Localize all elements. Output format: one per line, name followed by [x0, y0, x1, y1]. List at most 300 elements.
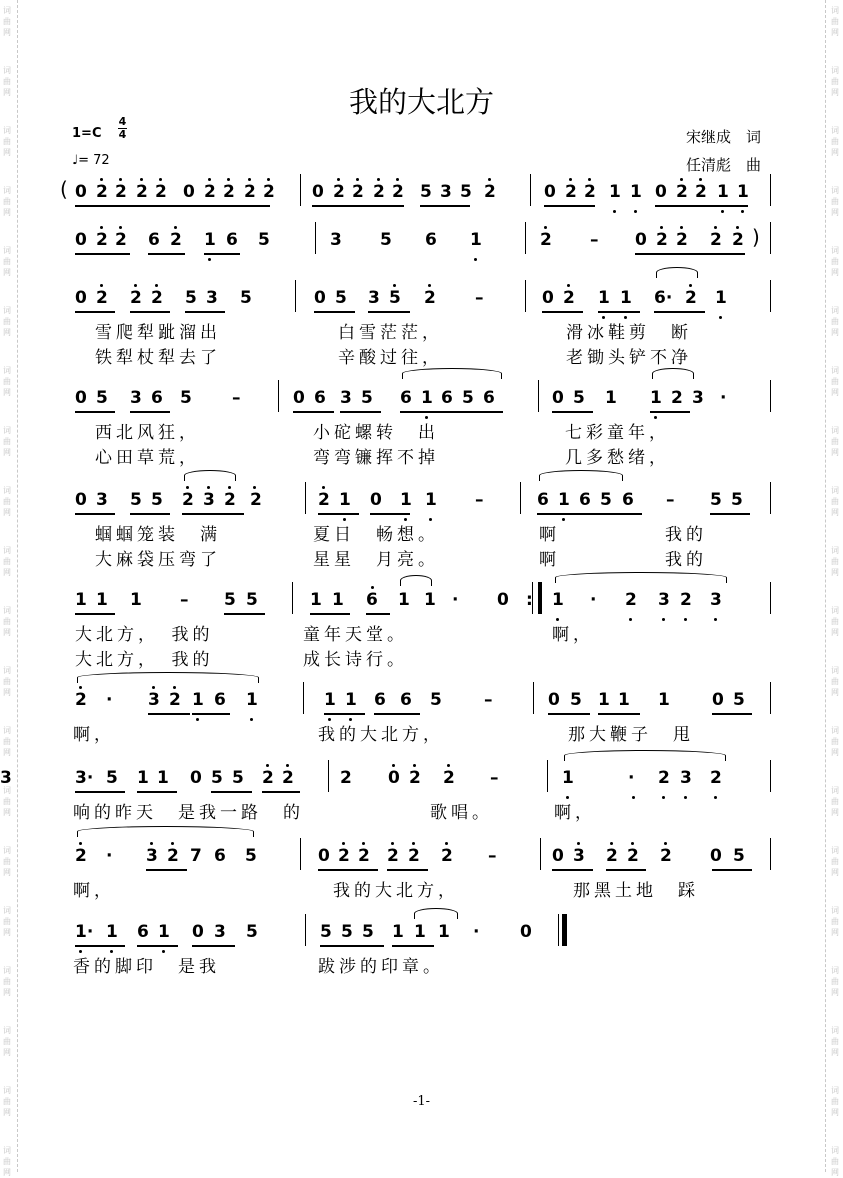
score-line [0, 488, 843, 570]
page-number: -1- [412, 1094, 431, 1109]
note: 5 [211, 768, 223, 788]
underline [192, 713, 230, 715]
note: 3 [148, 690, 160, 710]
octave-dot [79, 842, 82, 845]
octave-dot [662, 618, 665, 621]
watermark-glyph: 曲 [831, 797, 839, 806]
slur [656, 267, 698, 278]
bar-line [305, 914, 306, 946]
octave-dot [208, 178, 211, 181]
underline [318, 869, 378, 871]
octave-dot [721, 210, 724, 213]
note: 6 [366, 590, 378, 610]
watermark-glyph: 网 [3, 208, 11, 217]
repeat-bar [538, 582, 542, 614]
bar-line [770, 682, 771, 714]
note: 0 [388, 768, 400, 788]
note: 1 [398, 590, 410, 610]
underline [75, 613, 115, 615]
lyric-1: 雪爬犁跐溜出 [95, 323, 221, 343]
note: 1 [106, 922, 118, 942]
lyric-2: 几多愁绪， [565, 448, 670, 468]
bar-line [305, 482, 306, 514]
note: 1 [618, 690, 630, 710]
watermark-glyph: 曲 [3, 1157, 11, 1166]
octave-dot [562, 518, 565, 521]
underline [655, 205, 748, 207]
slur [400, 575, 432, 586]
note: – [590, 230, 599, 250]
note: 2 [710, 768, 722, 788]
note: – [484, 690, 493, 710]
octave-dot [152, 686, 155, 689]
watermark-glyph: 词 [3, 126, 11, 135]
watermark-glyph: 曲 [3, 437, 11, 446]
underline [146, 869, 187, 871]
note: 2 [333, 182, 345, 202]
note: 2 [155, 182, 167, 202]
note: 6· [654, 288, 673, 308]
lyric-2: 心田草荒， [95, 448, 200, 468]
note: 2 [96, 182, 108, 202]
note: 2 [484, 182, 496, 202]
underline [75, 945, 125, 947]
note: 1 [598, 288, 610, 308]
note: 6 [148, 230, 160, 250]
watermark-glyph: 网 [3, 748, 11, 757]
octave-dot [392, 764, 395, 767]
bar-line [770, 174, 771, 206]
note: – [475, 490, 484, 510]
octave-dot [629, 618, 632, 621]
note: · [720, 388, 727, 408]
note: 0 [314, 288, 326, 308]
tempo-marking: ♩= 72 [72, 153, 110, 168]
note: 1 [345, 690, 357, 710]
watermark-glyph: 曲 [3, 17, 11, 26]
note: 5 [341, 922, 353, 942]
note: 2 [441, 846, 453, 866]
watermark-glyph: 词 [3, 846, 11, 855]
note: 3 [0, 768, 12, 788]
octave-dot [286, 764, 289, 767]
underline [552, 411, 593, 413]
note: 5 [731, 490, 743, 510]
note: 2 [318, 490, 330, 510]
left-watermark-strip [0, 0, 18, 1177]
octave-dot [689, 284, 692, 287]
watermark-glyph: 曲 [831, 257, 839, 266]
underline [324, 713, 365, 715]
bar-line [770, 760, 771, 792]
note: 2 [565, 182, 577, 202]
lyric-1: 西北风狂， [95, 423, 200, 443]
lyric-1: 跋涉的印章。 [318, 957, 444, 977]
close-paren: ) [752, 225, 760, 249]
note: · [590, 590, 597, 610]
watermark-glyph: 网 [831, 688, 839, 697]
lyric-1: 童年天堂。 [303, 625, 408, 645]
note: 1 [204, 230, 216, 250]
octave-dot [343, 518, 346, 521]
octave-dot [413, 764, 416, 767]
octave-dot [196, 718, 199, 721]
note: – [232, 388, 241, 408]
note: 0 [293, 388, 305, 408]
watermark-glyph: 曲 [831, 1097, 839, 1106]
underline [312, 205, 404, 207]
bar-line [292, 582, 293, 614]
watermark-glyph: 网 [3, 688, 11, 697]
slur [414, 908, 458, 919]
underline [650, 411, 690, 413]
watermark-glyph: 词 [3, 6, 11, 15]
underline [185, 311, 225, 313]
note: 5 [420, 182, 432, 202]
note: 5 [600, 490, 612, 510]
watermark-glyph: 词 [831, 906, 839, 915]
note: 0 [544, 182, 556, 202]
octave-dot [349, 718, 352, 721]
watermark-glyph: 词 [831, 426, 839, 435]
watermark-glyph: 网 [831, 748, 839, 757]
octave-dot [79, 950, 82, 953]
note: 0 [655, 182, 667, 202]
note: 5 [320, 922, 332, 942]
watermark-glyph: 词 [831, 846, 839, 855]
octave-dot [412, 842, 415, 845]
lyric-1: 夏日 畅想。 [313, 525, 439, 545]
note: 1 [562, 768, 574, 788]
note: 2 [680, 590, 692, 610]
note: 2 [387, 846, 399, 866]
note: 3 [692, 388, 704, 408]
octave-dot [100, 284, 103, 287]
watermark-glyph: 曲 [831, 17, 839, 26]
note: 1 [400, 490, 412, 510]
lyricist-credit: 宋继成 词 [686, 128, 762, 146]
note: 2 [115, 230, 127, 250]
octave-dot [544, 226, 547, 229]
octave-dot [569, 178, 572, 181]
watermark-glyph: 曲 [3, 257, 11, 266]
watermark-glyph: 网 [831, 208, 839, 217]
note: 2 [658, 768, 670, 788]
watermark-glyph: 网 [831, 868, 839, 877]
note: 2 [732, 230, 744, 250]
octave-dot [207, 486, 210, 489]
watermark-glyph: 曲 [3, 677, 11, 686]
watermark-glyph: 曲 [831, 617, 839, 626]
note: 1 [192, 690, 204, 710]
octave-dot [171, 842, 174, 845]
lyric-2: 成长诗行。 [303, 650, 408, 670]
note: 0 [75, 182, 87, 202]
octave-dot [371, 586, 374, 589]
note: 2 [424, 288, 436, 308]
slur [77, 672, 259, 683]
right-watermark-strip [825, 0, 843, 1177]
note: 2 [358, 846, 370, 866]
note: 0 [710, 846, 722, 866]
watermark-glyph: 网 [831, 628, 839, 637]
watermark-glyph: 网 [3, 1108, 11, 1117]
bar-line [770, 222, 771, 254]
underline [712, 869, 752, 871]
underline [387, 869, 428, 871]
watermark-glyph: 网 [831, 988, 839, 997]
bar-line [770, 838, 771, 870]
note: 2 [204, 182, 216, 202]
note: 2 [584, 182, 596, 202]
lyric-2: 大北方， 我的 [75, 650, 214, 670]
note: 6 [400, 690, 412, 710]
note: – [666, 490, 675, 510]
note: 6 [425, 230, 437, 250]
note: 1 [158, 922, 170, 942]
note: 2 [606, 846, 618, 866]
note: 1 [609, 182, 621, 202]
watermark-glyph: 词 [3, 1026, 11, 1035]
underline [192, 945, 235, 947]
note: 2 [224, 490, 236, 510]
octave-dot [556, 618, 559, 621]
octave-dot [342, 842, 345, 845]
note: 1 [392, 922, 404, 942]
octave-dot [393, 284, 396, 287]
watermark-glyph: 词 [831, 546, 839, 555]
watermark-glyph: 网 [3, 148, 11, 157]
score-line [0, 286, 843, 368]
watermark-glyph: 曲 [3, 1037, 11, 1046]
score-line [0, 386, 843, 468]
note: 2 [671, 388, 683, 408]
note: 5 [573, 388, 585, 408]
note: 1 [438, 922, 450, 942]
note: 1 [630, 182, 642, 202]
watermark-glyph: 词 [3, 186, 11, 195]
note: 0 [312, 182, 324, 202]
slur [564, 750, 726, 761]
underline [635, 253, 745, 255]
note: 6 [214, 690, 226, 710]
note: – [475, 288, 484, 308]
note: 5 [389, 288, 401, 308]
watermark-glyph: 词 [3, 606, 11, 615]
octave-dot [328, 718, 331, 721]
octave-dot [174, 226, 177, 229]
note: 2 [169, 690, 181, 710]
watermark-glyph: 词 [3, 486, 11, 495]
bar-line [533, 682, 534, 714]
underline [310, 613, 350, 615]
slur [184, 470, 236, 481]
octave-dot [474, 258, 477, 261]
note: 3 [330, 230, 342, 250]
note: 5 [106, 768, 118, 788]
note: 0 [190, 768, 202, 788]
note: 2 [676, 182, 688, 202]
watermark-glyph: 网 [831, 28, 839, 37]
watermark-glyph: 网 [3, 508, 11, 517]
note: 0 [183, 182, 195, 202]
octave-dot [159, 178, 162, 181]
octave-dot [602, 316, 605, 319]
bar-line [530, 174, 531, 206]
octave-dot [140, 178, 143, 181]
note: 6 [579, 490, 591, 510]
note: 5 [570, 690, 582, 710]
note: 1 [715, 288, 727, 308]
underline [130, 411, 170, 413]
note: 0 [712, 690, 724, 710]
watermark-glyph: 曲 [831, 437, 839, 446]
final-bar [558, 914, 559, 946]
note: 2 [392, 182, 404, 202]
underline [130, 513, 170, 515]
note: 1 [339, 490, 351, 510]
watermark-glyph: 网 [831, 568, 839, 577]
watermark-glyph: 网 [3, 1048, 11, 1057]
note: 2 [685, 288, 697, 308]
note: 5 [335, 288, 347, 308]
underline [537, 513, 642, 515]
octave-dot [404, 518, 407, 521]
note: 5 [185, 288, 197, 308]
note: 3 [146, 846, 158, 866]
octave-dot [119, 178, 122, 181]
note: 6 [314, 388, 326, 408]
watermark-glyph: 词 [831, 966, 839, 975]
octave-dot [228, 486, 231, 489]
underline [340, 411, 381, 413]
watermark-glyph: 词 [3, 246, 11, 255]
note: · [452, 590, 459, 610]
note: 5 [258, 230, 270, 250]
note: 3 [214, 922, 226, 942]
octave-dot [155, 284, 158, 287]
note: 7 [190, 846, 202, 866]
watermark-glyph: 词 [3, 306, 11, 315]
octave-dot [445, 842, 448, 845]
underline [262, 791, 300, 793]
note: 1 [157, 768, 169, 788]
underline [75, 791, 125, 793]
watermark-glyph: 词 [3, 1146, 11, 1155]
octave-dot [134, 284, 137, 287]
note: 5 [224, 590, 236, 610]
watermark-glyph: 曲 [831, 1157, 839, 1166]
lyric-2: 铁犁杖犁去了 [95, 348, 221, 368]
note: 1 [558, 490, 570, 510]
note: 1· [75, 922, 94, 942]
underline [224, 613, 265, 615]
underline [598, 713, 640, 715]
note: – [490, 768, 499, 788]
slur [77, 826, 254, 837]
underline [137, 945, 178, 947]
watermark-glyph: 词 [831, 246, 839, 255]
lyric-2: 弯弯镰挥不掉 [313, 448, 439, 468]
note: 1 [137, 768, 149, 788]
underline [606, 869, 646, 871]
note: 2 [136, 182, 148, 202]
score-line [0, 920, 843, 977]
composer-credit: 任清彪 曲 [686, 156, 762, 174]
watermark-glyph: 词 [3, 1086, 11, 1095]
note: 3 [658, 590, 670, 610]
note: 2 [676, 230, 688, 250]
underline [130, 311, 170, 313]
watermark-glyph: 曲 [3, 857, 11, 866]
octave-dot [684, 796, 687, 799]
note: 1 [246, 690, 258, 710]
note: 3 [368, 288, 380, 308]
watermark-glyph: 词 [3, 906, 11, 915]
note: – [488, 846, 497, 866]
song-title: 我的大北方 [348, 85, 494, 119]
watermark-glyph: 曲 [3, 917, 11, 926]
score-line [0, 177, 843, 220]
watermark-glyph: 网 [831, 808, 839, 817]
slur [555, 572, 727, 583]
note: 0 [552, 388, 564, 408]
lyric-1: 小砣螺转 出 [313, 423, 439, 443]
octave-dot [566, 796, 569, 799]
note: 6 [151, 388, 163, 408]
note: 2 [223, 182, 235, 202]
watermark-glyph: 词 [831, 306, 839, 315]
octave-dot [447, 764, 450, 767]
watermark-glyph: 曲 [3, 977, 11, 986]
octave-dot [267, 178, 270, 181]
lyric-2: 星星 月亮。 [313, 550, 439, 570]
note: 0 [75, 230, 87, 250]
note: 6 [400, 388, 412, 408]
octave-dot [208, 258, 211, 261]
watermark-glyph: 曲 [3, 377, 11, 386]
octave-dot [588, 178, 591, 181]
note: 1 [425, 490, 437, 510]
lyric-1: 我的大北方， [333, 881, 459, 901]
note: 3 [573, 846, 585, 866]
watermark-glyph: 曲 [831, 1037, 839, 1046]
score-line [0, 225, 843, 268]
open-paren: ( [60, 177, 68, 201]
watermark-glyph: 网 [3, 28, 11, 37]
watermark-glyph: 词 [831, 126, 839, 135]
octave-dot [377, 178, 380, 181]
note: 0 [552, 846, 564, 866]
note: 1 [552, 590, 564, 610]
note: 2 [96, 230, 108, 250]
note: 2 [627, 846, 639, 866]
octave-dot [624, 316, 627, 319]
octave-dot [428, 284, 431, 287]
note: 1 [658, 690, 670, 710]
octave-dot [567, 284, 570, 287]
note: 2 [625, 590, 637, 610]
note: 2 [540, 230, 552, 250]
note: 2 [130, 288, 142, 308]
note: 6 [622, 490, 634, 510]
underline [598, 311, 640, 313]
watermark-glyph: 网 [831, 148, 839, 157]
note: 5 [380, 230, 392, 250]
watermark-glyph: 词 [831, 1026, 839, 1035]
octave-dot [227, 178, 230, 181]
underline [148, 253, 185, 255]
